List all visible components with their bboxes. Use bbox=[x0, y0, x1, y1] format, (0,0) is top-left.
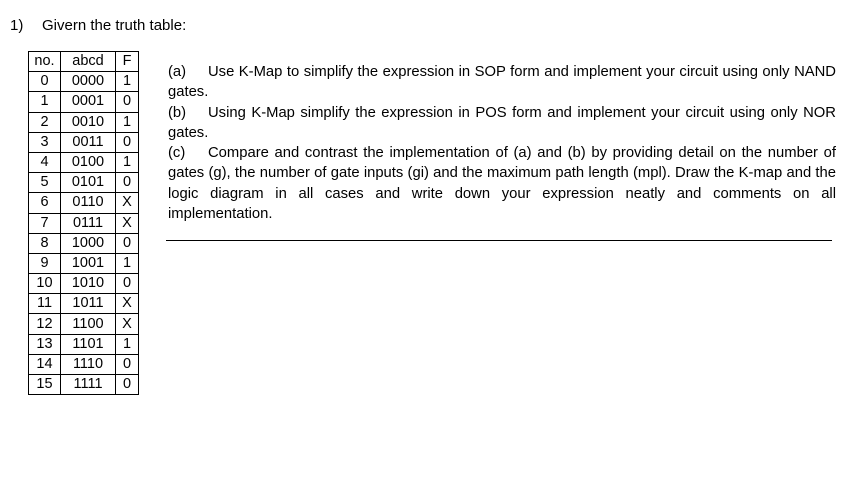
row-output-cell: 0 bbox=[116, 173, 139, 193]
question-parts bbox=[168, 62, 836, 224]
question-heading bbox=[10, 17, 186, 35]
table-row bbox=[29, 334, 139, 354]
row-input-cell: 1110 bbox=[61, 354, 116, 374]
row-output-cell: 0 bbox=[116, 375, 139, 395]
row-output-cell: X bbox=[116, 294, 139, 314]
row-input-cell: 1011 bbox=[61, 294, 116, 314]
table-row bbox=[29, 294, 139, 314]
row-input-cell: 1101 bbox=[61, 334, 116, 354]
question-title: Givern the truth table: bbox=[42, 17, 187, 34]
row-number-cell: 0 bbox=[29, 72, 61, 92]
row-input-cell: 0100 bbox=[61, 152, 116, 172]
table-row bbox=[29, 92, 139, 112]
truth-table-body bbox=[29, 72, 139, 395]
table-row bbox=[29, 233, 139, 253]
row-input-cell: 0111 bbox=[61, 213, 116, 233]
row-number-cell: 2 bbox=[29, 112, 61, 132]
header-no: no. bbox=[29, 52, 61, 72]
table-row bbox=[29, 253, 139, 273]
row-input-cell: 0110 bbox=[61, 193, 116, 213]
horizontal-divider bbox=[166, 240, 832, 241]
row-number-cell: 7 bbox=[29, 213, 61, 233]
row-output-cell: 0 bbox=[116, 233, 139, 253]
part-c-text: Compare and contrast the implementation of (a) and (b) by providing detail on the number of gates (g), the number of gate inputs (gi) and the maximum path length (mpl). Draw the K-map and the logic diagram in all cases and write down your expression neatly and comments on all implementation. bbox=[168, 145, 836, 223]
row-number-cell: 12 bbox=[29, 314, 61, 334]
row-number-cell: 11 bbox=[29, 294, 61, 314]
row-input-cell: 0011 bbox=[61, 132, 116, 152]
row-output-cell: X bbox=[116, 193, 139, 213]
part-a bbox=[168, 62, 836, 103]
row-output-cell: 1 bbox=[116, 334, 139, 354]
part-b-text: Using K-Map simplify the expression in POS form and implement your circuit using only NOR gates. bbox=[168, 104, 836, 141]
question-number: 1) bbox=[10, 17, 24, 34]
row-output-cell: 1 bbox=[116, 72, 139, 92]
table-row bbox=[29, 173, 139, 193]
table-row bbox=[29, 193, 139, 213]
table-row bbox=[29, 152, 139, 172]
part-a-text: Use K-Map to simplify the expression in SOP form and implement your circuit using only NAND gates. bbox=[168, 64, 836, 101]
row-input-cell: 1111 bbox=[61, 375, 116, 395]
part-c-tag: (c) bbox=[168, 145, 186, 162]
truth-table-header-row bbox=[29, 52, 139, 72]
part-c bbox=[168, 143, 836, 224]
row-number-cell: 5 bbox=[29, 173, 61, 193]
row-input-cell: 0010 bbox=[61, 112, 116, 132]
row-input-cell: 1010 bbox=[61, 274, 116, 294]
row-output-cell: 0 bbox=[116, 274, 139, 294]
row-number-cell: 15 bbox=[29, 375, 61, 395]
table-row bbox=[29, 213, 139, 233]
row-number-cell: 14 bbox=[29, 354, 61, 374]
table-row bbox=[29, 375, 139, 395]
row-output-cell: 1 bbox=[116, 152, 139, 172]
header-f: F bbox=[116, 52, 139, 72]
row-number-cell: 9 bbox=[29, 253, 61, 273]
row-input-cell: 0001 bbox=[61, 92, 116, 112]
table-row bbox=[29, 274, 139, 294]
part-b bbox=[168, 103, 836, 144]
row-output-cell: 0 bbox=[116, 354, 139, 374]
table-row bbox=[29, 314, 139, 334]
row-number-cell: 6 bbox=[29, 193, 61, 213]
table-row bbox=[29, 354, 139, 374]
row-number-cell: 10 bbox=[29, 274, 61, 294]
table-row bbox=[29, 72, 139, 92]
row-output-cell: 1 bbox=[116, 253, 139, 273]
row-input-cell: 1001 bbox=[61, 253, 116, 273]
row-input-cell: 0101 bbox=[61, 173, 116, 193]
table-row bbox=[29, 112, 139, 132]
row-number-cell: 4 bbox=[29, 152, 61, 172]
row-output-cell: 0 bbox=[116, 132, 139, 152]
part-a-tag: (a) bbox=[168, 64, 187, 80]
header-abcd: abcd bbox=[61, 52, 116, 72]
row-number-cell: 13 bbox=[29, 334, 61, 354]
row-number-cell: 8 bbox=[29, 233, 61, 253]
row-input-cell: 1000 bbox=[61, 233, 116, 253]
row-number-cell: 1 bbox=[29, 92, 61, 112]
truth-table bbox=[28, 51, 139, 395]
part-b-tag: (b) bbox=[168, 104, 187, 121]
row-output-cell: 1 bbox=[116, 112, 139, 132]
row-number-cell: 3 bbox=[29, 132, 61, 152]
row-output-cell: 0 bbox=[116, 92, 139, 112]
row-output-cell: X bbox=[116, 213, 139, 233]
table-row bbox=[29, 132, 139, 152]
row-input-cell: 0000 bbox=[61, 72, 116, 92]
row-output-cell: X bbox=[116, 314, 139, 334]
row-input-cell: 1100 bbox=[61, 314, 116, 334]
